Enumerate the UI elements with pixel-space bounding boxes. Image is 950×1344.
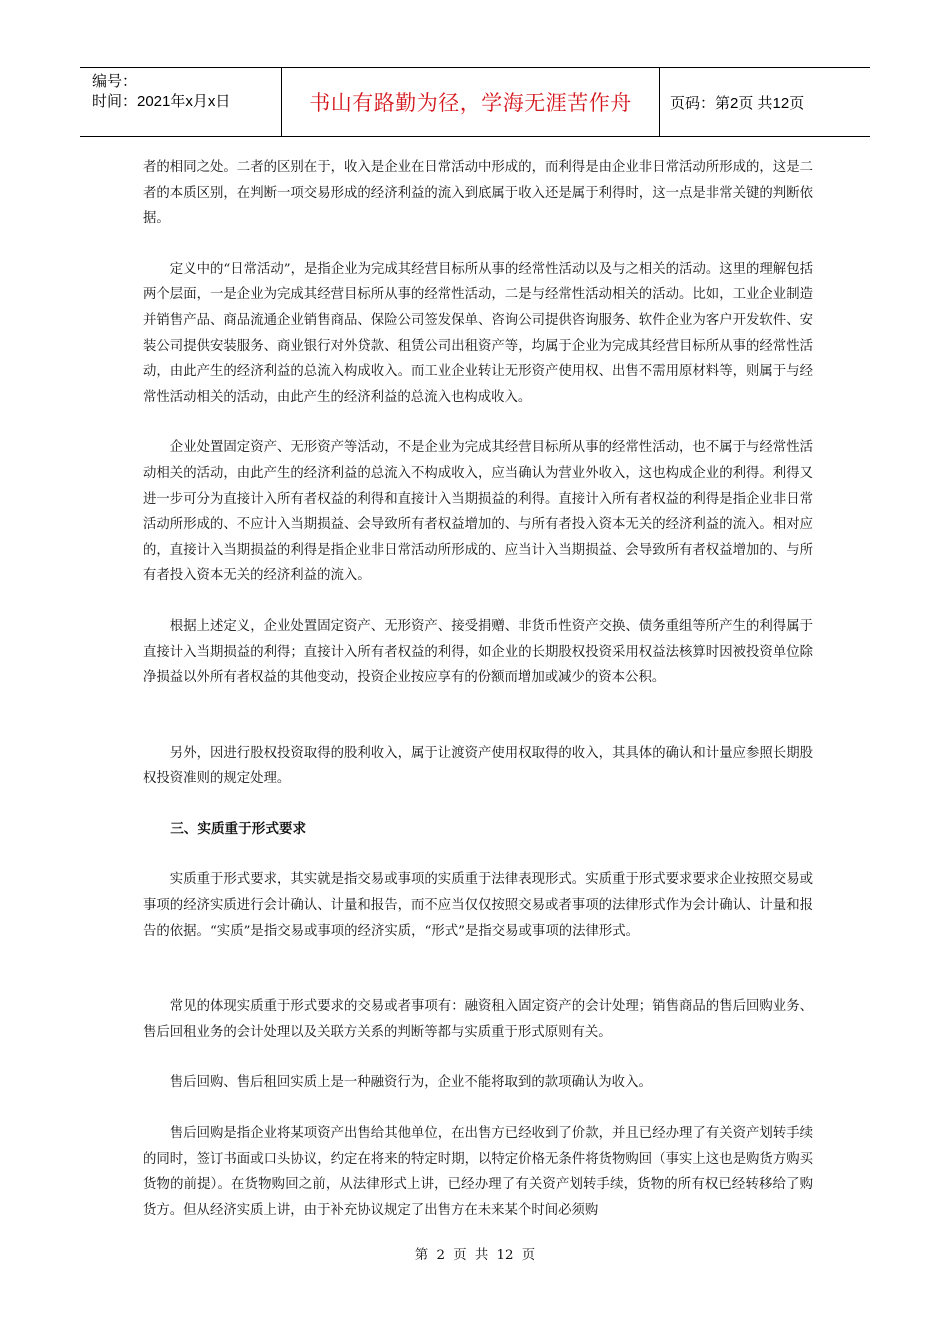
paragraph: 售后回购是指企业将某项资产出售给其他单位，在出售方已经收到了价款，并且已经办理了有关资产划转手续的同时，签订书面或口头协议，约定在将来的特定时期，以特定价格无条件将货物购回（事实上这也是购货方购买货物的前提）。在货物购回之前，从法律形式上讲，已经办理了有关资产划转手续，货物的所有权已经转移给了购货方。但从经济实质上讲，由于补充协议规定了出售方在未来某个时间必须购: [143, 1126, 813, 1218]
document-body: [143, 155, 813, 1223]
document-date: 时间：2021年x月x日: [92, 93, 231, 110]
paragraph: 常见的体现实质重于形式要求的交易或者事项有：融资租入固定资产的会计处理；销售商品的售后回购业务、售后回租业务的会计处理以及关联方关系的判断等都与实质重于形式原则有关。: [143, 999, 813, 1040]
paragraph: 另外，因进行股权投资取得的股利收入，属于让渡资产使用权取得的收入，其具体的确认和计量应参照长期股权投资准则的规定处理。: [143, 745, 813, 787]
section-heading: 三、实质重于形式要求: [170, 820, 307, 837]
paragraph: 售后回购、售后租回实质上是一种融资行为，企业不能将取到的款项确认为收入。: [169, 1075, 652, 1091]
paragraph: 根据上述定义，企业处置固定资产、无形资产、接受捐赠、非货币性资产交换、债务重组等所产生的利得属于直接计入当期损益的利得；直接计入所有者权益的利得，如企业的长期股权投资采用权益法核算时因被投资单位除净损益以外所有者权益的其他变动，投资企业按应享有的份额而增加或减少的资本公积。: [143, 618, 813, 686]
header-info-cell: [80, 68, 282, 136]
header-table: [80, 67, 870, 137]
paragraph: 实质重于形式要求，其实就是指交易或事项的实质重于法律表现形式。实质重于形式要求要求企业按照交易或事项的经济实质进行会计确认、计量和报告，而不应当仅仅按照交易或者事项的法律形式作为会计确认、计量和报告的依据。“实质”是指交易或事项的经济实质，“形式”是指交易或事项的法律形式。: [143, 872, 813, 939]
paragraph-continued: 者的相同之处。二者的区别在于，收入是企业在日常活动中形成的，而利得是由企业非日常活动所形成的，这是二者的本质区别，在判断一项交易形成的经济利益的流入到底属于收入还是属于利得时，这一点是非常关键的判断依据。: [143, 160, 813, 227]
document-number: 编号：: [92, 73, 138, 90]
page-footer: 第 2 页 共 12 页: [414, 1248, 536, 1263]
header-page-number: 页码：第2页 共12页: [670, 94, 805, 112]
header-motto: 书山有路勤为径，学海无涯苦作舟: [282, 68, 660, 136]
paragraph: 企业处置固定资产、无形资产等活动，不是企业为完成其经营目标所从事的经常性活动，也不属于与经常性活动相关的活动，由此产生的经济利益的总流入不构成收入，应当确认为营业外收入，这也构成企业的利得。利得又进一步可分为直接计入所有者权益的利得和直接计入当期损益的利得。直接计入所有者权益的利得是指企业非日常活动所形成的、不应计入当期损益、会导致所有者权益增加的、与所有者投入资本无关的经济利益的流入。相对应的，直接计入当期损益的利得是指企业非日常活动所形成的、应当计入当期损益、会导致所有者权益增加的、与所有者投入资本无关的经济利益的流入。: [143, 440, 813, 584]
paragraph: 定义中的“日常活动”，是指企业为完成其经营目标所从事的经常性活动以及与之相关的活动。这里的理解包括两个层面，一是企业为完成其经营目标所从事的经常性活动，二是与经常性活动相关的活动。比如，工业企业制造并销售产品、商品流通企业销售商品、保险公司签发保单、咨询公司提供咨询服务、软件企业为客户开发软件、安装公司提供安装服务、商业银行对外贷款、租赁公司出租资产等，均属于企业为完成其经营目标所从事的经常性活动，由此产生的经济利益的总流入构成收入。而工业企业转让无形资产使用权、出售不需用原材料等，则属于与经常性活动相关的活动，由此产生的经济利益的总流入也构成收入。: [143, 261, 813, 405]
